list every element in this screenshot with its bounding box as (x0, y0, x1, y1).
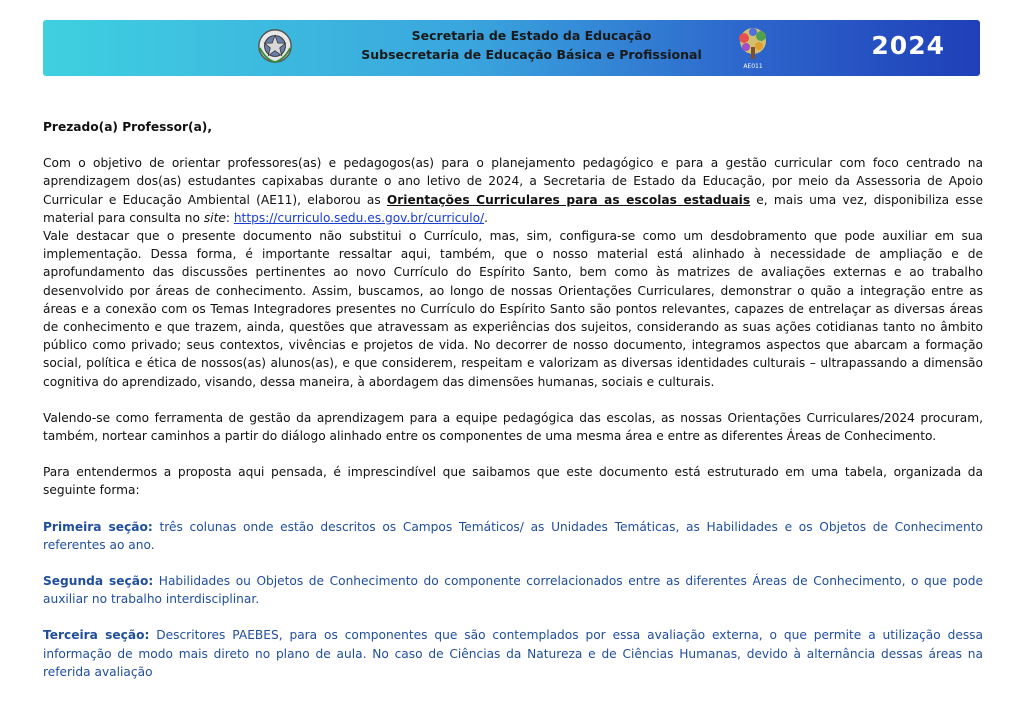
paragraph-ferramenta: Valendo-se como ferramenta de gestão da aprendizagem para a equipe pedagógica das escolas, as nossas Orientações Curriculares/2024 procuram, também, nortear caminhos a partir do diálogo alinhado entre os componentes de uma mesma área e entre as diferentes Áreas de Conhecimento. (43, 410, 983, 444)
section-segunda-text: Habilidades ou Objetos de Conhecimento do componente correlacionados entre as diferentes Áreas de Conhecimento, o que pode auxiliar no trabalho interdisciplinar. (43, 574, 983, 607)
p1-text-b: e, mais uma vez, disponibiliza esse material para consulta no (43, 192, 983, 225)
section-primeira (43, 518, 983, 554)
section-primeira-label: Primeira seção: (43, 519, 153, 534)
ae11-tree-logo (731, 25, 775, 71)
p1-bold-title: Orientações Curriculares para as escolas estaduais (386, 192, 751, 207)
header-line1: Secretaria de Estado da Educação (411, 28, 652, 43)
section-terceira-text: Descritores PAEBES, para os componentes que são contemplados por essa avaliação externa, o que permite a utilização dessa informação de modo mais direto no plano de aula. No caso de Ciências da Natureza e de Ciências Humanas, devido à alternância dessas áreas na referida avaliação (43, 628, 983, 679)
section-segunda-label: Segunda seção: (43, 574, 154, 589)
document-body (43, 118, 983, 681)
paragraph-intro (43, 154, 983, 227)
ae11-logo-text: AE011 (743, 63, 763, 70)
p1-text-a: Com o objetivo de orientar professores(as) e pedagogos(as) para o planejamento pedagógico e para a gestão curricular com foco centrado na aprendizagem dos(as) estudantes capixabas durante o ano letivo de 2024, a Secretaria de Estado da Educação, por meio da Assessoria de Apoio Curricular e Educação Ambiental (AE11), elaborou as (43, 156, 983, 207)
section-primeira-text: três colunas onde estão descritos os Campos Temáticos/ as Unidades Temáticas, as Habilidades e os Objetos de Conhecimento referentes ao ano. (43, 519, 983, 552)
p1-text-c: : (225, 210, 234, 225)
section-terceira (43, 626, 983, 681)
header-banner (43, 20, 980, 76)
curriculo-link[interactable]: https://curriculo.sedu.es.gov.br/curriculo/ (233, 210, 485, 225)
section-terceira-label: Terceira seção: (43, 628, 150, 643)
p1-end: . (484, 210, 489, 225)
paragraph-destaque: Vale destacar que o presente documento não substitui o Currículo, mas, sim, configura-se como um desdobramento que pode auxiliar em sua implementação. Dessa forma, é importante ressaltar aqui, também, que o nosso material está alinhado à necessidade de ampliação e de aprofundamento das discussões pertinentes ao novo Currículo do Espírito Santo, bem como às matrizes de avaliações externas e ao trabalho desenvolvido por áreas de conhecimento. Assim, buscamos, ao longo de nossas Orientações Curriculares, demonstrar o quão a integração entre as áreas e a conexão com os Temas Integradores presentes no Currículo do Espírito Santo são pontos relevantes, capazes de entrelaçar as diversas áreas de conhecimento e que trazem, ainda, questões que atravessam as experiências dos sujeitos, considerando as suas ações cotidianas tanto no âmbito público como privado; seus contextos, vivências e projetos de vida. No decorrer de nosso documento, integramos aspectos que abarcam a formação social, política e ética de nossos(as) alunos(as), e que considerem, respeitam e valorizam as diversas identidades culturais – ultrapassando a dimensão cognitiva do aprendizado, visando, dessa maneira, à abordagem das dimensões humanas, sociais e culturais. (43, 229, 983, 389)
header-year: 2024 (871, 31, 945, 60)
paragraph-estrutura: Para entendermos a proposta aqui pensada, é imprescindível que saibamos que este documento está estruturado em uma tabela, organizada da seguinte forma: (43, 465, 983, 498)
greeting: Prezado(a) Professor(a), (43, 120, 213, 134)
header-titles (43, 26, 980, 64)
section-segunda (43, 572, 983, 608)
header-line2: Subsecretaria de Educação Básica e Profissional (361, 47, 702, 62)
p1-site-word: site (203, 210, 226, 225)
